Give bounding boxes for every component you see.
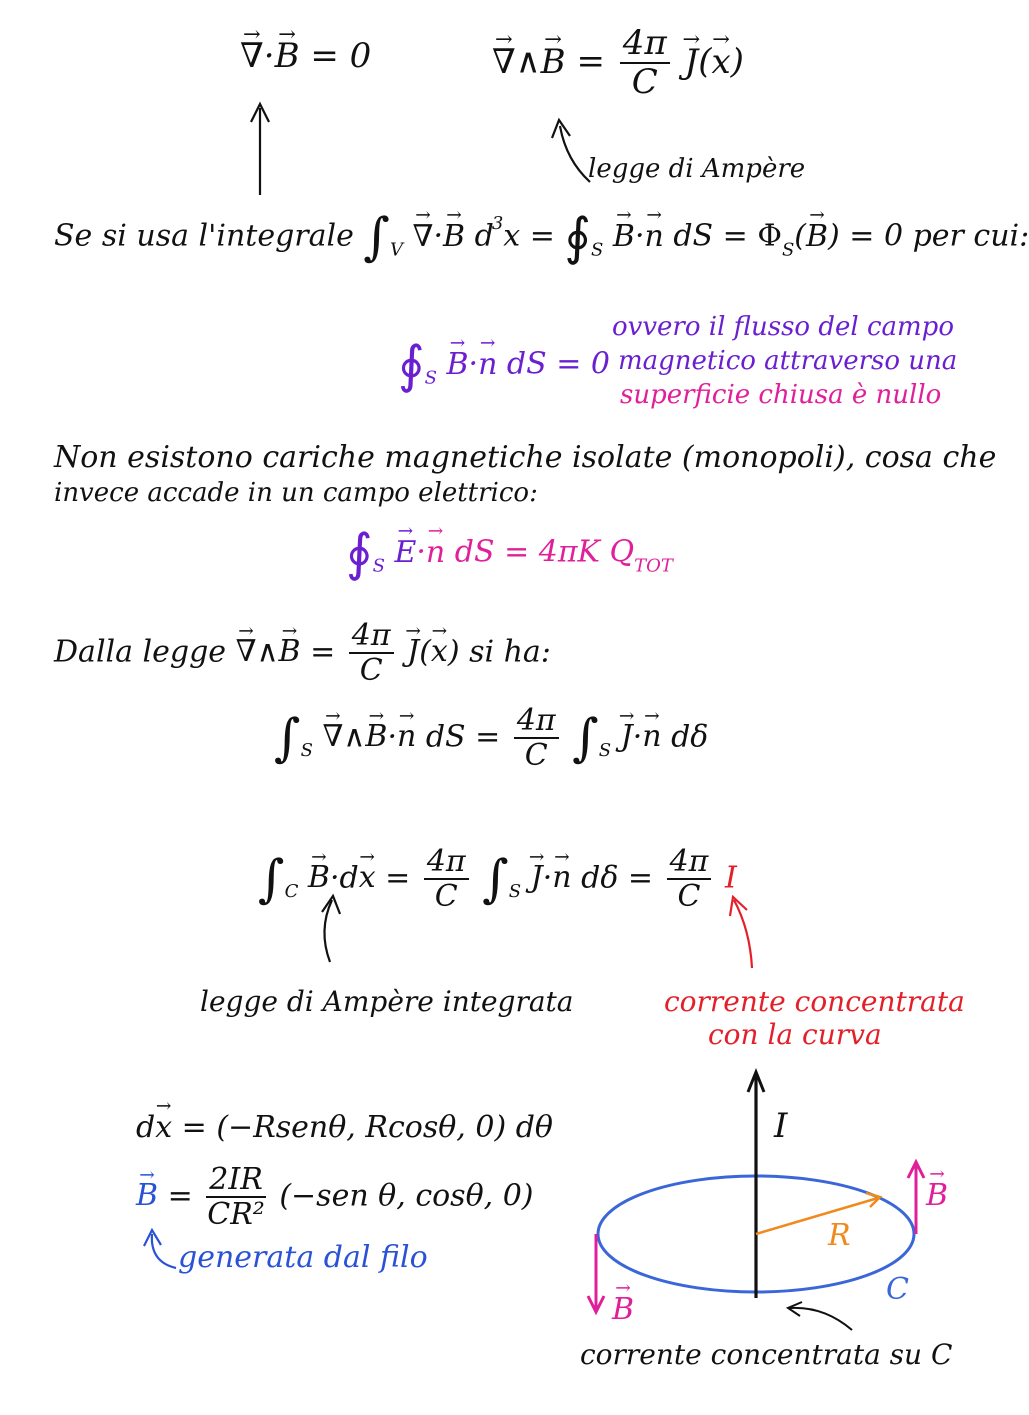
caption-arrow [790,1308,852,1330]
eq-stokes-surface: $\int_S$ → ∇∧→ B·→ n dS = $\frac{4\pi}{C}$ $\int_S \to J\cdot\to n$ dδ [274,705,708,772]
no-monopoles-line-1: Non esistono cariche magnetiche isolate (monopoli), cosa che [54,440,997,475]
eq-b-field: → B = $\frac{2IR}{\text{CR²}}$ (−sen θ, cosθ, 0) [136,1164,534,1231]
corrente-concentrata-line-2: con la curva [708,1018,882,1051]
eq-gauss-e: $∮_S \to E\cdot\to n$ dS = 4πK $Q_{TOT}$ [346,528,673,579]
generata-dal-filo-label: generata dal filo [178,1240,428,1275]
flux-note-2: magnetico attraverso una [618,346,958,376]
integral-line: Se si usa l'integrale $\int_V$ → ∇·→ B $d^3x$ = $∮_S \to B\cdot\to n$ dS = $\Phi_S(\to B) = 0$ per cui: [54,212,1029,263]
eq-dx: d→ x = (−Rsenθ, Rcosθ, 0) dθ [136,1110,553,1145]
flux-note-1: ovvero il flusso del campo [612,312,954,342]
eq-div-b: → ∇·→ B = 0 [240,36,371,76]
eq-flux-zero: $∮_S \to B\cdot\to n$ dS = 0 [398,340,610,391]
eq-curl-b: → ∇∧→ B = $\frac{4\pi}{C}$ → J(→ x) [492,26,744,101]
legge-ampere-label: legge di Ampère [588,154,806,184]
radius-label: R [828,1218,851,1253]
diagram-caption: corrente concentrata su C [580,1338,953,1371]
flux-note-3: superficie chiusa è nullo [620,380,942,410]
no-monopoles-line-2: invece accade in un campo elettrico: [54,478,538,508]
corrente-concentrata-line-1: corrente concentrata [664,985,965,1018]
current-label: I [774,1106,788,1146]
dalla-legge-line: Dalla legge → ∇∧→ B = $\frac{4\pi}{C}$ → J(→ x) si ha: [54,620,551,687]
curve-label: C [886,1272,909,1307]
ampere-integrata-label: legge di Ampère integrata [200,985,574,1018]
b-label-left: → B [612,1292,634,1327]
radius-line [756,1198,878,1234]
b-label-right: → B [926,1178,948,1213]
eq-ampere-integral: $\int_C \to B\cdot d\to x$ = $\frac{4\pi}{C}$ $\int_S \to J\cdot\to n$ dδ = $\frac{4\pi}{C}$ I [258,846,737,913]
